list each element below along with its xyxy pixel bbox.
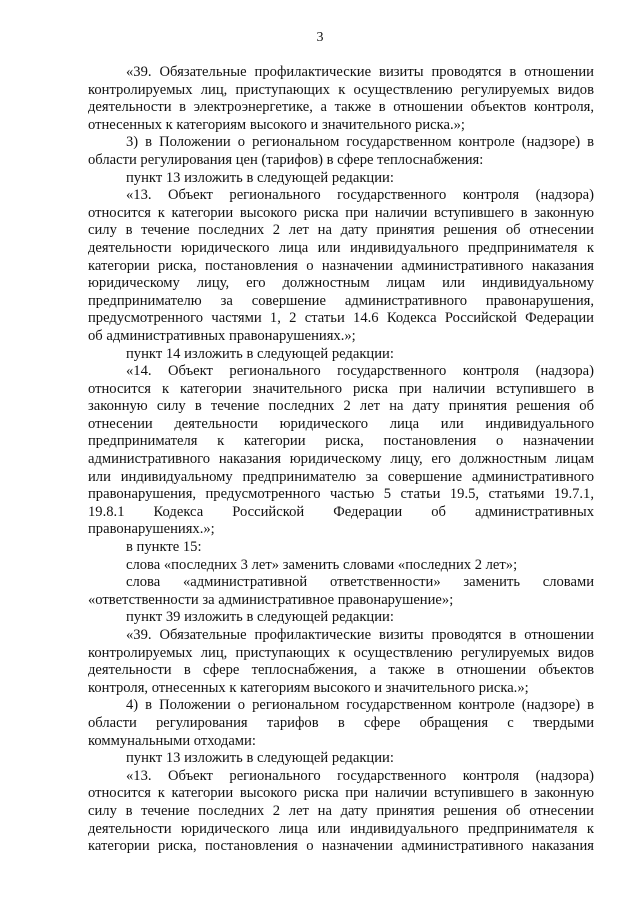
document-body	[88, 64, 594, 856]
text-line: 4) в Положении о региональном государственном контроле (надзоре) в	[126, 697, 594, 714]
text-line: силу в течение последних 2 лет на дату принятия решения об отнесении	[88, 802, 594, 819]
text-line: контролируемых лиц, приступающих к осуществлению регулируемых видов	[88, 81, 594, 98]
text-line: категории риска, постановления о назначении административного наказания	[88, 257, 594, 274]
text-line: относится к категории высокого риска при наличии вступившего в законную	[88, 785, 594, 802]
text-line: деятельности юридического лица или индивидуального предпринимателя к	[88, 239, 594, 256]
text-line: в пункте 15:	[126, 539, 202, 556]
text-line: пункт 14 изложить в следующей редакции:	[126, 345, 394, 362]
page-number: 3	[316, 30, 324, 45]
text-line: пункт 13 изложить в следующей редакции:	[126, 750, 394, 767]
text-line: силу в течение последних 2 лет на дату принятия решения об отнесении	[88, 222, 594, 239]
text-line: контролируемых лиц, приступающих к осуществлению регулируемых видов	[88, 644, 594, 661]
text-line: деятельности в сфере теплоснабжения, а также в отношении объектов	[88, 662, 594, 679]
text-line: пункт 39 изложить в следующей редакции:	[126, 609, 394, 626]
text-line: относится к категории значительного риска при наличии вступившего в	[88, 380, 594, 397]
text-line: административного наказания юридическому лицу, его должностным лицам	[88, 451, 594, 468]
text-line: области регулирования цен (тарифов) в сфере теплоснабжения:	[88, 151, 484, 168]
text-line: правонарушения, предусмотренного частью 5 статьи 19.5, статьями 19.7.1,	[88, 486, 594, 503]
text-line: юридическому лицу, его должностным лицам или индивидуальному	[88, 275, 594, 292]
text-line: отнесенных к категориям высокого и значительного риска.»;	[88, 116, 465, 133]
text-line: или индивидуальному предпринимателю за совершение административного	[88, 468, 594, 485]
text-line: 3) в Положении о региональном государственном контроле (надзоре) в	[126, 134, 594, 151]
text-line: «13. Объект регионального государственного контроля (надзора)	[126, 767, 594, 784]
text-line: «13. Объект регионального государственного контроля (надзора)	[126, 187, 594, 204]
text-line: контроля, отнесенных к категориям высокого и значительного риска.»;	[88, 679, 529, 696]
text-line: об административных правонарушениях.»;	[88, 327, 356, 344]
text-line: законную силу в течение последних 2 лет на дату принятия решения об	[88, 398, 594, 415]
text-line: правонарушениях.»;	[88, 521, 215, 538]
text-line: категории риска, постановления о назначении административного наказания	[88, 838, 594, 855]
text-line: коммунальными отходами:	[88, 732, 256, 749]
text-line: «ответственности за административное правонарушение»;	[88, 591, 454, 608]
text-line: предпринимателю за совершение административного правонарушения,	[88, 292, 594, 309]
text-line: деятельности юридического лица или индивидуального предпринимателя к	[88, 820, 594, 837]
text-line: «39. Обязательные профилактические визиты проводятся в отношении	[126, 64, 594, 80]
text-line: деятельности в электроэнергетике, а также в отношении объектов контроля,	[88, 99, 594, 116]
text-line: области регулирования тарифов в сфере обращения с твердыми	[88, 714, 594, 731]
text-line: «14. Объект регионального государственного контроля (надзора)	[126, 363, 594, 380]
text-line: отнесении деятельности юридического лица или индивидуального	[88, 415, 594, 432]
text-line: «39. Обязательные профилактические визиты проводятся в отношении	[126, 627, 594, 643]
text-line: относится к категории высокого риска при наличии вступившего в законную	[88, 204, 594, 221]
text-line: слова «административной ответственности» заменить словами	[126, 574, 594, 591]
text-line: предпринимателя к категории риска, постановления о назначении	[88, 433, 594, 450]
text-line: слова «последних 3 лет» заменить словами «последних 2 лет»;	[126, 556, 518, 573]
text-line: 19.8.1 Кодекса Российской Федерации об административных	[88, 503, 594, 520]
text-line: предусмотренного частями 1, 2 статьи 14.6 Кодекса Российской Федерации	[88, 310, 594, 327]
text-line: пункт 13 изложить в следующей редакции:	[126, 169, 394, 186]
